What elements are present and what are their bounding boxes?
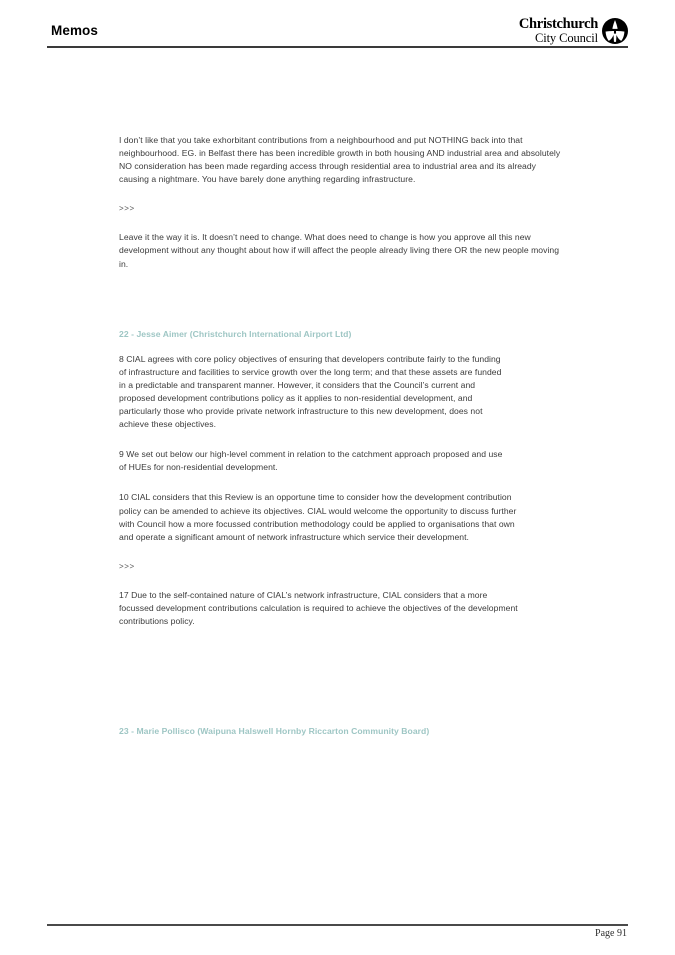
comment-separator: >>> xyxy=(119,561,135,571)
logo-line-christchurch: Christchurch xyxy=(518,16,598,33)
logo-line-city-council: City Council xyxy=(534,31,598,46)
organisation-logo xyxy=(519,16,628,46)
submitter-heading-22: 22 - Jesse Aimer (Christchurch International Airport Ltd) xyxy=(119,328,352,339)
page-header xyxy=(47,12,628,52)
paragraph: 8 CIAL agrees with core policy objectives of ensuring that developers contribute fairly to the funding of infrastructure and facilities to service growth over the long term; and that these assets are funded in a predictable and transparent manner. However, it considers that the Council’s current and proposed development contributions policy as it applies to non-residential development, and particularly those who provide private network infrastructure to this new development, does not achieve these objectives. xyxy=(119,353,502,430)
paragraph: I don’t like that you take exhorbitant contributions from a neighbourhood and put NOTHING back into that neighbourhood. EG. in Belfast there has been incredible growth in both housing AND industrial area and absolutely NO consideration has been made regarding access through residential area to industrial area and its already causing a nightmare. You have barely done anything regarding infrastructure. xyxy=(119,135,561,185)
header-divider xyxy=(47,46,628,48)
paragraph: 10 CIAL considers that this Review is an opportune time to consider how the development contribution policy can be amended to achieve its objectives. CIAL would welcome the opportunity to discuss further with Council how a more focussed contribution methodology could be applied to organisations that own and operate a significant amount of network infrastructure which service their development. xyxy=(119,492,517,542)
paragraph: 9 We set out below our high-level comment in relation to the catchment approach proposed and use of HUEs for non-residential development. xyxy=(119,449,503,473)
page-title: Memos xyxy=(51,23,99,38)
footer-divider xyxy=(47,924,628,926)
block-spacer xyxy=(119,645,561,701)
comment-separator: >>> xyxy=(119,204,135,214)
submitter-heading-23: 23 - Marie Pollisco (Waipuna Halswell Hornby Riccarton Community Board) xyxy=(119,726,430,737)
paragraph: 17 Due to the self-contained nature of CIAL’s network infrastructure, CIAL considers that a more focussed development contributions calculation is required to achieve the objectives of the development contributions policy. xyxy=(119,589,518,626)
document-body xyxy=(119,134,561,750)
page-number: Page 91 xyxy=(595,928,627,939)
block-spacer xyxy=(119,288,561,328)
christchurch-city-council-emblem-icon xyxy=(602,18,628,44)
block-spacer xyxy=(119,701,561,725)
logo-wordmark xyxy=(519,17,598,45)
paragraph: Leave it the way it is. It doesn’t need to change. What does need to change is how you approve all this new development without any thought about how if will affect the people already living there OR the new people moving in. xyxy=(119,232,560,269)
